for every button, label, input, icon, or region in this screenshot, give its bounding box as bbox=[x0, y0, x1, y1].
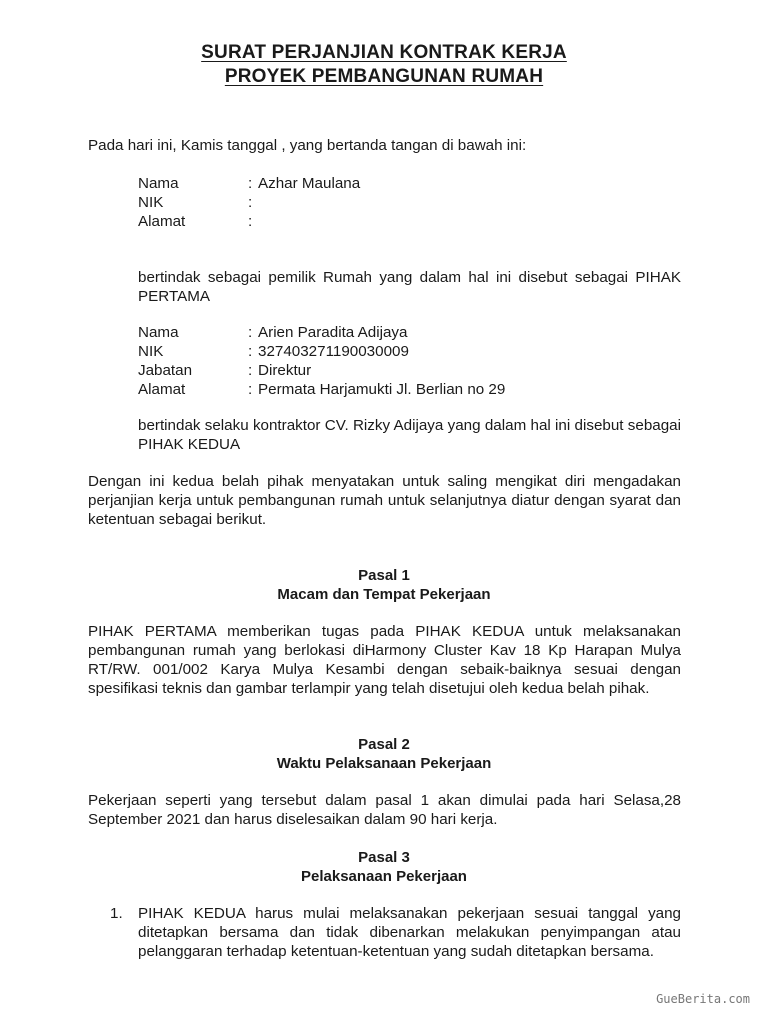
party2-value: Arien Paradita Adijaya bbox=[258, 324, 408, 341]
party1-label: NIK bbox=[138, 194, 164, 211]
party2-row-nik bbox=[138, 342, 409, 361]
pasal2-heading: Pasal 2 bbox=[358, 736, 410, 753]
party2-row-name bbox=[138, 323, 407, 342]
pasal3-subheading: Pelaksanaan Pekerjaan bbox=[301, 868, 467, 885]
party1-row-nik bbox=[138, 193, 258, 212]
watermark: GueBerita.com bbox=[656, 992, 750, 1006]
pasal1-heading: Pasal 1 bbox=[358, 567, 410, 584]
document-title-line2: PROYEK PEMBANGUNAN RUMAH bbox=[224, 66, 544, 87]
party2-label: NIK bbox=[138, 343, 164, 360]
colon: : bbox=[248, 381, 253, 398]
pasal2-body: Pekerjaan seperti yang tersebut dalam pasal 1 akan dimulai pada hari Selasa,28 September 2021 dan harus diselesaikan dalam 90 hari kerja. bbox=[88, 792, 681, 828]
party1-value: Azhar Maulana bbox=[258, 175, 361, 192]
party2-row-address bbox=[138, 380, 505, 399]
party1-row-name bbox=[138, 174, 360, 193]
pasal2-subheading: Waktu Pelaksanaan Pekerjaan bbox=[276, 755, 492, 772]
party2-role: bertindak selaku kontraktor CV. Rizky Adijaya yang dalam hal ini disebut sebagai PIHAK KEDUA bbox=[138, 417, 681, 453]
list-item-text: PIHAK KEDUA harus mulai melaksanakan pekerjaan sesuai tanggal yang ditetapkan bersama dan tidak dibenarkan melakukan penyimpangan atau pelanggaran terhadap ketentuan-ketentuan yang sudah ditetapkan bersama. bbox=[138, 905, 681, 960]
list-item bbox=[110, 904, 681, 961]
colon: : bbox=[248, 213, 253, 230]
pasal3-heading: Pasal 3 bbox=[358, 849, 410, 866]
party1-label: Nama bbox=[138, 175, 179, 192]
colon: : bbox=[248, 343, 253, 360]
party1-role: bertindak sebagai pemilik Rumah yang dalam hal ini disebut sebagai PIHAK PERTAMA bbox=[138, 269, 681, 305]
party2-label: Alamat bbox=[138, 381, 186, 398]
colon: : bbox=[248, 175, 253, 192]
party2-value: 327403271190030009 bbox=[258, 343, 409, 360]
party1-label: Alamat bbox=[138, 213, 186, 230]
colon: : bbox=[248, 194, 253, 211]
colon: : bbox=[248, 324, 253, 341]
list-item-number: 1. bbox=[110, 905, 123, 922]
party2-label: Jabatan bbox=[138, 362, 193, 379]
party1-row-address bbox=[138, 212, 258, 231]
pasal1-body: PIHAK PERTAMA memberikan tugas pada PIHAK KEDUA untuk melaksanakan pembangunan rumah yang berlokasi diHarmony Cluster Kav 18 Kp Harapan Mulya RT/RW. 001/002 Karya Mulya Kesambi dengan sebaik-baiknya sesuai dengan spesifikasi teknis dan gambar terlampir yang telah disetujui oleh kedua belah pihak. bbox=[88, 623, 681, 697]
party2-value: Permata Harjamukti Jl. Berlian no 29 bbox=[258, 381, 506, 398]
agreement-text: Dengan ini kedua belah pihak menyatakan untuk saling mengikat diri mengadakan perjanjian kerja untuk pembangunan rumah untuk selanjutnya diatur dengan syarat dan ketentuan sebagai berikut. bbox=[88, 473, 681, 528]
party2-row-position bbox=[138, 361, 311, 380]
pasal1-subheading: Macam dan Tempat Pekerjaan bbox=[277, 586, 491, 603]
colon: : bbox=[248, 362, 253, 379]
party2-label: Nama bbox=[138, 324, 179, 341]
document-title-line1: SURAT PERJANJIAN KONTRAK KERJA bbox=[201, 42, 567, 63]
party2-value: Direktur bbox=[258, 362, 312, 379]
intro-text: Pada hari ini, Kamis tanggal , yang bertanda tangan di bawah ini: bbox=[88, 137, 527, 154]
